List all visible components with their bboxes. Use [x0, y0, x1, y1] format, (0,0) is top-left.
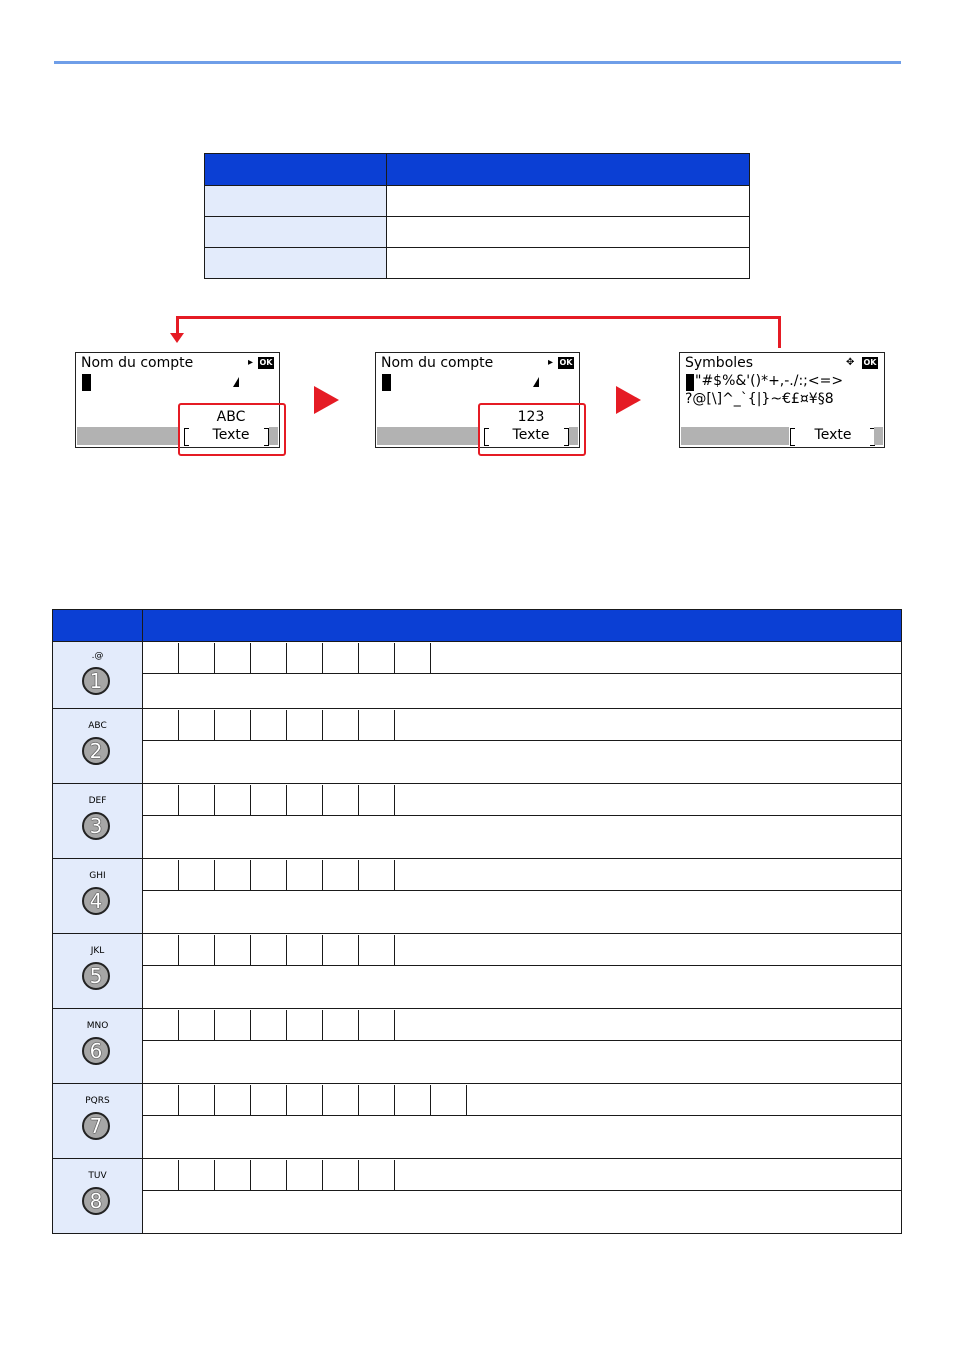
character-cells: [143, 642, 902, 674]
highlight-box: [178, 403, 286, 456]
text-softkey[interactable]: Texte: [512, 427, 550, 443]
description-cell: [143, 674, 902, 709]
table-row: [53, 966, 902, 1009]
key-letters: .@: [91, 651, 104, 661]
character-cell: [287, 643, 323, 673]
description-cell: [143, 966, 902, 1009]
description-cell: [143, 1191, 902, 1234]
number-key-icon: 5: [82, 962, 110, 990]
table-row: [53, 891, 902, 934]
character-cell: [287, 785, 323, 815]
screen-title: Nom du compte: [381, 355, 494, 371]
character-cell-row: [143, 785, 901, 815]
character-cell: [323, 1160, 359, 1190]
text-softkey[interactable]: Texte: [814, 427, 852, 443]
four-way-arrow-icon: ✥: [846, 357, 855, 368]
character-cells: [143, 934, 902, 966]
highlight-box: [478, 403, 586, 456]
table-row: [205, 186, 750, 217]
key-cell: [53, 934, 143, 1009]
number-key-icon: 7: [82, 1112, 110, 1140]
character-cells: [143, 1084, 902, 1116]
text-softkey[interactable]: Texte: [212, 427, 250, 443]
arrow-right-icon: ▸: [548, 357, 554, 368]
table-row: [53, 674, 902, 709]
table-row: [53, 784, 902, 816]
character-cell: [215, 1160, 251, 1190]
character-cell: [395, 643, 431, 673]
character-cell: [143, 785, 179, 815]
table-row: [53, 934, 902, 966]
number-key-icon: 1: [82, 667, 110, 695]
softkey-bar: [77, 427, 180, 445]
key-letters: TUV: [88, 1171, 107, 1181]
character-cell: [359, 710, 395, 740]
table-row: [53, 642, 902, 674]
softkey-bar: [377, 427, 480, 445]
character-cell: [251, 1085, 287, 1115]
character-cell: [323, 785, 359, 815]
character-cell: [179, 1085, 215, 1115]
character-cell: [359, 935, 395, 965]
table-row: [53, 816, 902, 859]
number-key-icon: 6: [82, 1037, 110, 1065]
number-key-icon: 2: [82, 737, 110, 765]
symbols-line: ?@[\]^_`{|}~€£¤¥§8: [685, 391, 834, 407]
input-mode-table: [204, 153, 750, 279]
table-header-row: [205, 154, 750, 186]
table-header-row: [53, 610, 902, 642]
flow-return-line: [176, 316, 781, 319]
flow-return-line: [778, 316, 781, 348]
character-cell: [215, 1010, 251, 1040]
key-letters: JKL: [90, 946, 105, 956]
description-cell: [143, 891, 902, 934]
table-row: [205, 248, 750, 279]
table-row: [53, 741, 902, 784]
character-cell: [179, 860, 215, 890]
character-cell: [431, 1085, 467, 1115]
character-cells: [143, 1009, 902, 1041]
keypad-character-table: [52, 609, 902, 1234]
character-cell: [179, 785, 215, 815]
screen-title: Symboles: [685, 355, 754, 371]
number-key-icon: 8: [82, 1187, 110, 1215]
signal-icon: [533, 377, 539, 387]
description-cell: [143, 741, 902, 784]
character-cells: [143, 709, 902, 741]
character-cell: [323, 1085, 359, 1115]
table-row: [53, 1009, 902, 1041]
key-letters: GHI: [89, 871, 106, 881]
arrow-right-icon: [616, 386, 641, 414]
character-cell: [323, 935, 359, 965]
screen-title: Nom du compte: [81, 355, 194, 371]
character-cell: [179, 643, 215, 673]
key-letters: PQRS: [85, 1096, 110, 1106]
signal-icon: [233, 377, 239, 387]
table-row: [53, 1116, 902, 1159]
character-cell-row: [143, 710, 901, 740]
character-cell: [215, 860, 251, 890]
text-cursor: [382, 374, 391, 391]
description-cell: [143, 1116, 902, 1159]
character-cell: [359, 643, 395, 673]
arrow-down-icon: [170, 333, 184, 343]
character-cell: [251, 785, 287, 815]
character-cell: [323, 710, 359, 740]
character-cell: [143, 1085, 179, 1115]
key-cell: [53, 1084, 143, 1159]
key-cell: [53, 859, 143, 934]
character-cell: [179, 710, 215, 740]
character-cell: [287, 1160, 323, 1190]
character-cell: [143, 860, 179, 890]
character-cell: [359, 785, 395, 815]
table-row: [53, 859, 902, 891]
character-cell: [251, 935, 287, 965]
character-cell: [395, 1085, 431, 1115]
character-cell: [323, 1010, 359, 1040]
key-letters: MNO: [86, 1021, 109, 1031]
character-cell: [179, 1160, 215, 1190]
table-row: [53, 1159, 902, 1191]
character-cell-row: [143, 860, 901, 890]
character-cell-row: [143, 1085, 901, 1115]
character-cell: [323, 860, 359, 890]
text-cursor: [82, 374, 91, 391]
character-cell: [143, 935, 179, 965]
character-cell-row: [143, 643, 901, 673]
character-cell: [179, 935, 215, 965]
character-cell: [251, 643, 287, 673]
character-cell: [251, 710, 287, 740]
character-cell: [179, 1010, 215, 1040]
input-mode-label: ABC: [216, 409, 246, 425]
character-cell: [359, 860, 395, 890]
character-cell: [215, 643, 251, 673]
key-cell: [53, 642, 143, 709]
character-cell: [359, 1085, 395, 1115]
character-cells: [143, 859, 902, 891]
table-row: [53, 1041, 902, 1084]
character-cell: [251, 860, 287, 890]
table-row: [53, 1084, 902, 1116]
ok-icon: OK: [863, 358, 877, 367]
header-rule: [54, 61, 901, 64]
ok-icon: OK: [259, 358, 273, 367]
description-cell: [143, 816, 902, 859]
key-letters: DEF: [88, 796, 107, 806]
character-cell: [215, 710, 251, 740]
character-cells: [143, 784, 902, 816]
arrow-right-icon: [314, 386, 339, 414]
scrollbar: [874, 427, 883, 445]
character-cell: [323, 643, 359, 673]
key-cell: [53, 709, 143, 784]
character-cell-row: [143, 1010, 901, 1040]
character-cell: [287, 1010, 323, 1040]
ok-icon: OK: [559, 358, 573, 367]
character-cell: [251, 1010, 287, 1040]
text-cursor: [686, 374, 694, 391]
lcd-screen-symbols: [679, 352, 885, 448]
key-cell: [53, 784, 143, 859]
table-row: [53, 709, 902, 741]
character-cell: [215, 785, 251, 815]
input-mode-label: 123: [517, 409, 545, 425]
character-cell: [143, 1010, 179, 1040]
number-key-icon: 3: [82, 812, 110, 840]
key-letters: ABC: [88, 721, 107, 731]
table-row: [53, 1191, 902, 1234]
character-cell: [359, 1010, 395, 1040]
character-cell: [215, 1085, 251, 1115]
character-cell: [287, 1085, 323, 1115]
character-cell: [287, 935, 323, 965]
key-rows: [53, 642, 902, 1234]
key-cell: [53, 1009, 143, 1084]
character-cell: [287, 710, 323, 740]
character-cell-row: [143, 935, 901, 965]
arrow-right-icon: ▸: [248, 357, 254, 368]
character-cell: [143, 1160, 179, 1190]
character-cell: [251, 1160, 287, 1190]
key-cell: [53, 1159, 143, 1234]
table-row: [205, 217, 750, 248]
softkey-bar: [681, 427, 789, 445]
number-key-icon: 4: [82, 887, 110, 915]
flow-return-line: [176, 316, 179, 334]
character-cell: [143, 643, 179, 673]
description-cell: [143, 1041, 902, 1084]
character-cell: [359, 1160, 395, 1190]
character-cell: [287, 860, 323, 890]
character-cell: [215, 935, 251, 965]
symbols-line: "#$%&'()*+,-./:;<=>: [695, 373, 844, 389]
character-cell-row: [143, 1160, 901, 1190]
character-cells: [143, 1159, 902, 1191]
character-cell: [143, 710, 179, 740]
